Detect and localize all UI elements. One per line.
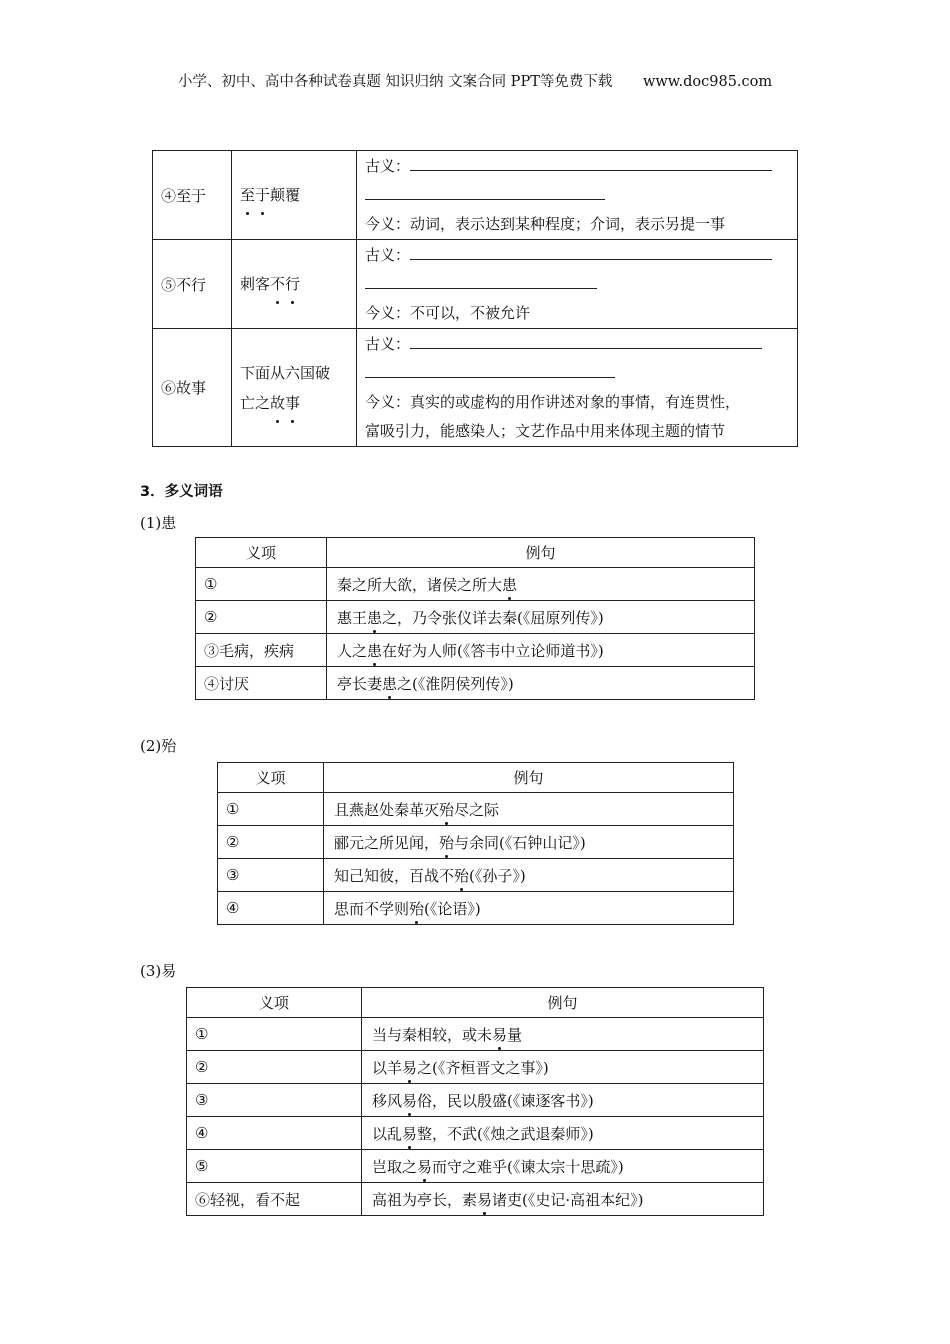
table-row <box>218 859 734 892</box>
dotted-char: 易 <box>402 1124 418 1143</box>
context-cell <box>232 240 357 329</box>
dotted-char: 至 <box>240 180 255 210</box>
dotted-char: 殆 <box>439 800 455 819</box>
col-header-sense: 义项 <box>187 988 362 1018</box>
dotted-char: 易 <box>417 1157 433 1176</box>
answer-blank <box>365 183 605 200</box>
table-row <box>187 1183 764 1216</box>
example-text: 之，乃令张仪详去秦(《屈原列传》) <box>382 608 604 627</box>
example-text: 以乱 <box>372 1124 403 1143</box>
example-text: 当与秦相较，或未 <box>372 1025 493 1044</box>
example-cell <box>327 667 755 700</box>
term-cell: ⑥故事 <box>153 329 232 447</box>
table-row <box>153 240 798 329</box>
sense-cell: ① <box>187 1018 362 1051</box>
example-text: 郦元之所见闻， <box>334 833 440 852</box>
gu-label: 古义： <box>365 245 411 264</box>
table-row <box>196 601 755 634</box>
dotted-char: 患 <box>382 674 398 693</box>
definition-cell <box>357 151 798 240</box>
gu-label: 古义： <box>365 334 411 353</box>
example-text: 量 <box>507 1025 523 1044</box>
context-cell <box>232 151 357 240</box>
header-text: 小学、初中、高中各种试卷真题 知识归纳 文案合同 PPT等免费下载 <box>177 74 613 90</box>
example-text: 诸吏(《史记·高祖本纪》) <box>492 1190 644 1209</box>
table-row <box>187 1051 764 1084</box>
sense-cell: ② <box>196 601 327 634</box>
term-cell: ④至于 <box>153 151 232 240</box>
example-text: 惠王 <box>337 608 368 627</box>
group-heading: (3)易 <box>140 962 177 980</box>
dotted-char: 易 <box>477 1190 493 1209</box>
polysemy-table-dai <box>217 762 734 925</box>
example-cell <box>324 793 734 826</box>
table-header-row <box>218 763 734 793</box>
example-text: (《论语》) <box>424 899 481 918</box>
dotted-char: 事 <box>285 388 300 418</box>
answer-blank <box>410 243 772 260</box>
table-row <box>218 892 734 925</box>
table-row <box>218 826 734 859</box>
page-header <box>0 70 950 91</box>
answer-blank <box>410 154 772 171</box>
jin-text: 今义：真实的或虚构的用作讲述对象的事情，有连贯性， <box>365 392 741 411</box>
dotted-char: 殆 <box>409 899 425 918</box>
polysemy-table-yi <box>186 987 764 1216</box>
example-cell <box>362 1018 764 1051</box>
example-text: 尽之际 <box>454 800 500 819</box>
table-header-row <box>196 538 755 568</box>
example-text: 在好为人师(《答韦中立论师道书》) <box>382 641 604 660</box>
dotted-char: 患 <box>502 575 518 594</box>
table-row <box>218 793 734 826</box>
dotted-char: 故 <box>270 388 285 418</box>
dotted-char: 不 <box>270 269 285 299</box>
col-header-example: 例句 <box>327 538 755 568</box>
example-text: (《孙子》) <box>469 866 526 885</box>
example-text: 亭长妻 <box>337 674 383 693</box>
section-title: 3．多义词语 <box>140 484 223 500</box>
table-row <box>187 1084 764 1117</box>
example-text: 而守之难乎(《谏太宗十思疏》) <box>432 1157 624 1176</box>
example-cell <box>327 601 755 634</box>
context-text: 下面从六国破 <box>240 363 331 382</box>
dotted-char: 殆 <box>454 866 470 885</box>
jin-text: 今义：动词，表示达到某种程度；介词，表示另提一事 <box>365 214 726 233</box>
col-header-example: 例句 <box>324 763 734 793</box>
example-text: 与余同(《石钟山记》) <box>454 833 586 852</box>
example-text: 之(《齐桓晋文之事》) <box>417 1058 549 1077</box>
sense-cell: ① <box>196 568 327 601</box>
example-text: 人之 <box>337 641 368 660</box>
sense-cell: ③ <box>218 859 324 892</box>
example-cell <box>362 1183 764 1216</box>
example-text: 秦之所大欲，诸侯之所大 <box>337 575 503 594</box>
answer-blank <box>365 361 615 378</box>
table-row <box>196 568 755 601</box>
example-text: 知己知彼，百战不 <box>334 866 455 885</box>
context-text: 刺客 <box>240 275 271 293</box>
jin-text: 今义：不可以，不被允许 <box>365 303 531 322</box>
example-cell <box>324 826 734 859</box>
example-text: 高祖为亭长，素 <box>372 1190 478 1209</box>
polysemy-table-huan <box>195 537 755 700</box>
sense-cell: ② <box>218 826 324 859</box>
dotted-char: 殆 <box>439 833 455 852</box>
sense-cell: ③ <box>187 1084 362 1117</box>
group-heading: (1)患 <box>140 514 177 532</box>
answer-blank <box>410 332 762 349</box>
sense-cell: ② <box>187 1051 362 1084</box>
example-text: 俗，民以殷盛(《谏逐客书》) <box>417 1091 594 1110</box>
example-text: 整，不武(《烛之武退秦师》) <box>417 1124 594 1143</box>
ancient-modern-table <box>152 150 798 447</box>
definition-cell <box>357 329 798 447</box>
table-row <box>153 151 798 240</box>
jin-text: 富吸引力，能感染人；文艺作品中用来体现主题的情节 <box>365 421 726 440</box>
table-row <box>187 1117 764 1150</box>
group-heading: (2)殆 <box>140 737 177 755</box>
sense-cell: ③毛病，疾病 <box>196 634 327 667</box>
context-cell <box>232 329 357 447</box>
example-text: 思而不学则 <box>334 899 410 918</box>
sense-cell: ④ <box>218 892 324 925</box>
example-text: 且燕赵处秦革灭 <box>334 800 440 819</box>
sense-cell: ⑥轻视，看不起 <box>187 1183 362 1216</box>
example-text: 以羊 <box>372 1058 403 1077</box>
dotted-char: 患 <box>367 641 383 660</box>
dotted-char: 患 <box>367 608 383 627</box>
example-cell <box>362 1084 764 1117</box>
example-cell <box>327 568 755 601</box>
example-cell <box>324 892 734 925</box>
dotted-char: 易 <box>402 1058 418 1077</box>
dotted-char: 易 <box>402 1091 418 1110</box>
col-header-example: 例句 <box>362 988 764 1018</box>
dotted-char: 易 <box>492 1025 508 1044</box>
col-header-sense: 义项 <box>196 538 327 568</box>
example-cell <box>362 1051 764 1084</box>
context-text: 亡之 <box>240 393 271 412</box>
sense-cell: ⑤ <box>187 1150 362 1183</box>
example-text: 之(《淮阴侯列传》) <box>397 674 514 693</box>
definition-cell <box>357 240 798 329</box>
example-cell <box>327 634 755 667</box>
dotted-char: 于 <box>255 180 270 210</box>
sense-cell: ① <box>218 793 324 826</box>
table-row <box>196 667 755 700</box>
sense-cell: ④讨厌 <box>196 667 327 700</box>
dotted-char: 行 <box>285 269 300 299</box>
table-row <box>153 329 798 447</box>
example-cell <box>324 859 734 892</box>
example-cell <box>362 1150 764 1183</box>
sense-cell: ④ <box>187 1117 362 1150</box>
context-text: 颠覆 <box>270 186 301 204</box>
table-header-row <box>187 988 764 1018</box>
table-row <box>187 1018 764 1051</box>
gu-label: 古义： <box>365 156 411 175</box>
term-cell: ⑤不行 <box>153 240 232 329</box>
example-cell <box>362 1117 764 1150</box>
table-row <box>196 634 755 667</box>
table-row <box>187 1150 764 1183</box>
example-text: 岂取之 <box>372 1157 418 1176</box>
col-header-sense: 义项 <box>218 763 324 793</box>
header-site: www.doc985.com <box>642 74 773 90</box>
example-text: 移风 <box>372 1091 403 1110</box>
answer-blank <box>365 272 597 289</box>
